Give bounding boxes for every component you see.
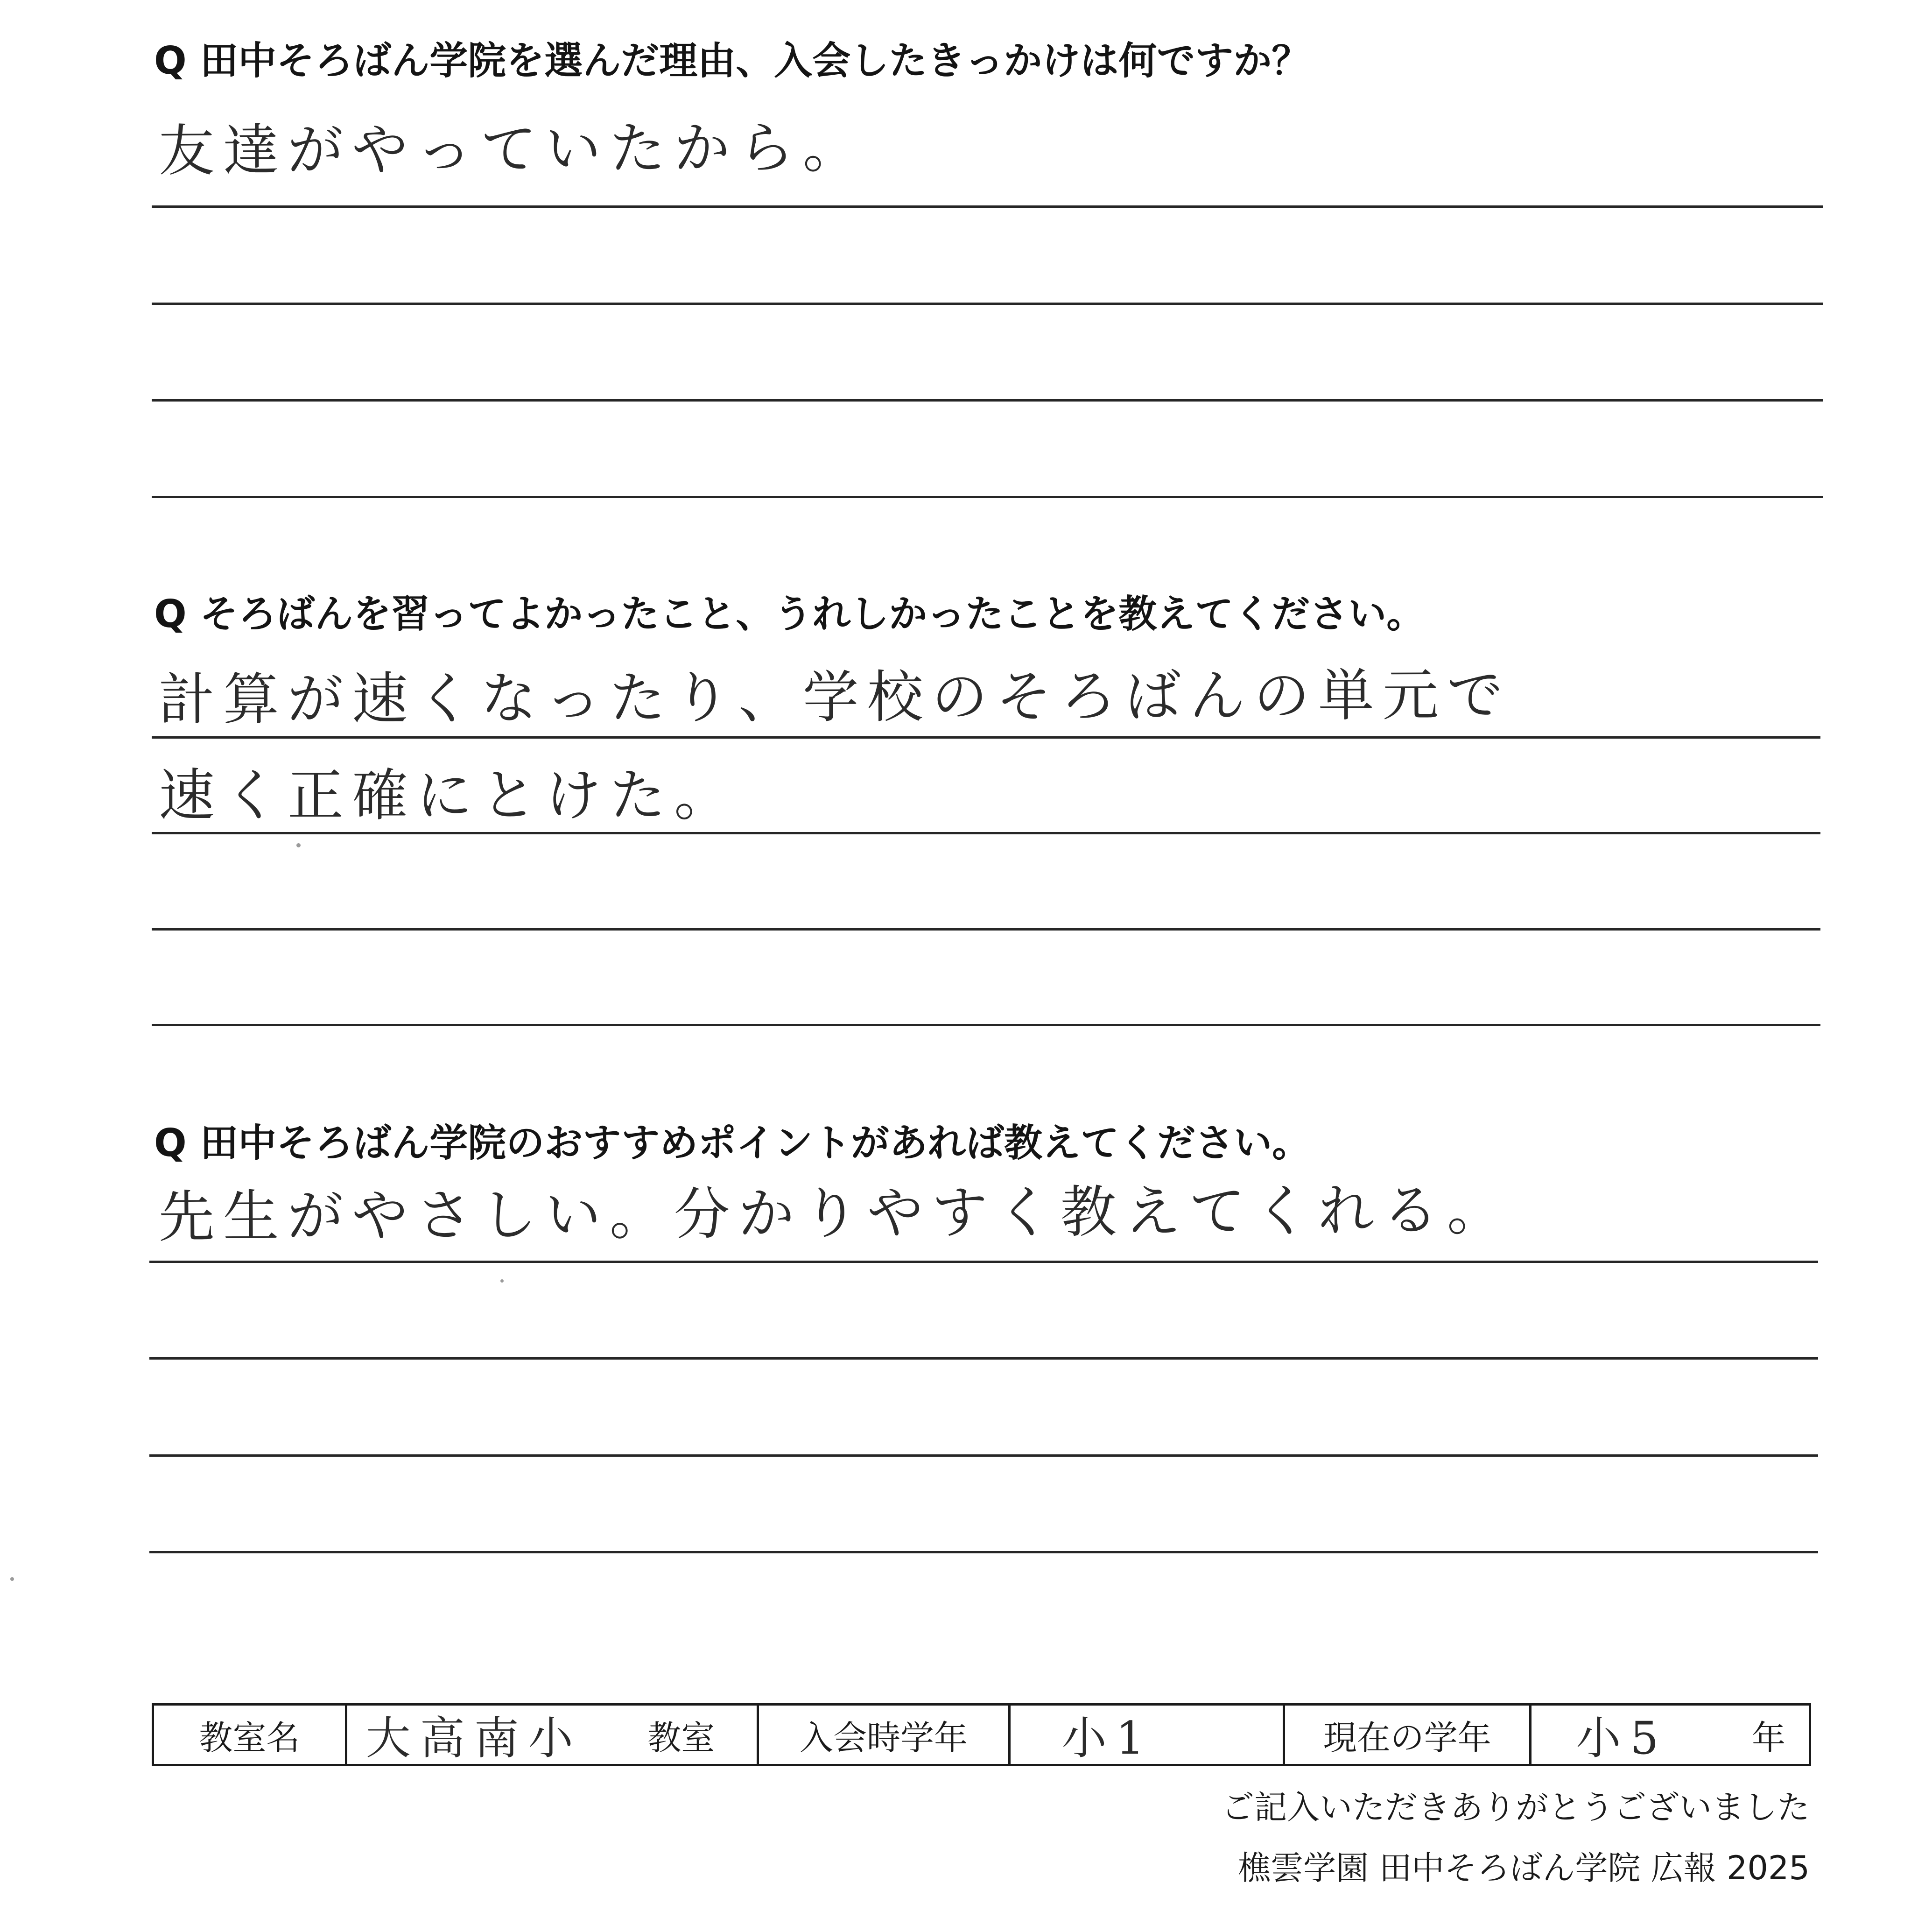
current-grade-cell bbox=[1532, 1706, 1809, 1764]
answer-line bbox=[149, 1454, 1818, 1457]
answer-line bbox=[152, 303, 1823, 305]
classroom-value: 大高南小 bbox=[365, 1712, 583, 1764]
join-grade-label: 入会時学年 bbox=[759, 1706, 1010, 1764]
current-grade-value: 小5 bbox=[1576, 1712, 1668, 1764]
answer-line bbox=[152, 928, 1820, 931]
current-grade-label: 現在の学年 bbox=[1285, 1706, 1532, 1764]
answer-line bbox=[152, 399, 1823, 402]
join-grade-value: 小1 bbox=[1061, 1712, 1154, 1764]
scan-speck bbox=[10, 1577, 14, 1581]
classroom-cell bbox=[347, 1706, 759, 1764]
answer-2-line-2: 速く正確にとけた。 bbox=[159, 763, 738, 828]
answer-line bbox=[152, 736, 1820, 739]
question-1: Q 田中そろばん学院を選んだ理由、入会したきっかけは何ですか？ bbox=[154, 39, 1310, 83]
publisher-text: 樵雲学園 田中そろばん学院 広報 2025 bbox=[1238, 1849, 1810, 1887]
answer-line bbox=[149, 1551, 1818, 1553]
classroom-label: 教室名 bbox=[154, 1706, 347, 1764]
scan-speck bbox=[296, 843, 301, 847]
scan-speck bbox=[500, 1279, 504, 1283]
classroom-suffix: 教室 bbox=[647, 1718, 715, 1757]
answer-line bbox=[152, 832, 1820, 834]
answer-line bbox=[152, 205, 1823, 208]
question-2: Q そろばんを習ってよかったこと、うれしかったことを教えてください。 bbox=[154, 592, 1425, 636]
question-3: Q 田中そろばん学院のおすすめポイントがあれば教えてください。 bbox=[154, 1121, 1311, 1165]
answer-line bbox=[152, 496, 1823, 498]
info-table bbox=[152, 1703, 1811, 1766]
thanks-text: ご記入いただきありがとうございました bbox=[1222, 1788, 1810, 1826]
answer-line bbox=[149, 1357, 1818, 1360]
answer-1-line-1: 友達がやっていたから。 bbox=[158, 115, 868, 184]
answer-line bbox=[152, 1024, 1820, 1026]
answer-3-line-1: 先生がやさしい。分かりやすく教えてくれる。 bbox=[158, 1178, 1512, 1250]
join-grade-cell bbox=[1011, 1706, 1285, 1764]
answer-2-line-1: 計算が速くなったり、学校のそろばんの単元で bbox=[158, 663, 1512, 733]
answer-line bbox=[149, 1261, 1818, 1263]
current-grade-suffix: 年 bbox=[1751, 1718, 1785, 1757]
